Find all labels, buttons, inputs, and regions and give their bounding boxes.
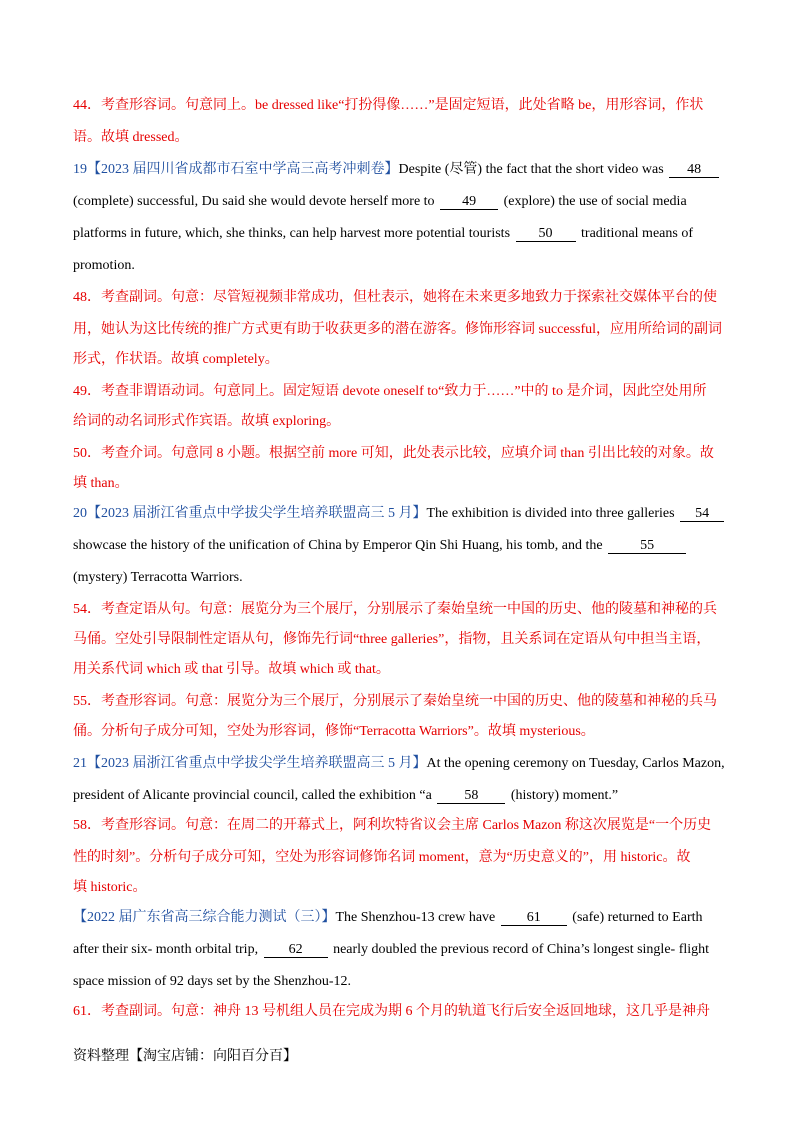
blank-48: 48 [669,162,719,178]
question-19-text: (explore) the use of social media [503,194,687,209]
answer-54-line-3: 用关系代词 which 或 that 引导。故填 which 或 that。 [73,662,390,677]
blank-62: 62 [264,942,328,958]
question-22-line-3: space mission of 92 days set by the Shenzhou-12. [73,974,352,989]
answer-54-line-2: 马俑。空处引导限制性定语从句，修饰先行词“three galleries”，指物，且关系词在定语从句中担当主语， [73,632,711,647]
answer-44-line-1: 44．考查形容词。句意同上。be dressed like“打扮得像……”是固定短语，此处省略 be，用形容词，作状 [73,98,704,113]
question-21-line-1 [73,754,730,774]
blank-61: 61 [501,910,567,926]
question-19-number: 19 [73,162,87,177]
answer-48-line-1: 48．考查副词。句意：尽管短视频非常成功，但杜表示，她将在未来更多地致力于探索社交媒体平台的使 [73,290,717,305]
answer-50-line-2: 填 than。 [73,476,129,491]
answer-55-line-1: 55．考查形容词。句意：展览分为三个展厅，分别展示了秦始皇统一中国的历史、他的陵墓和神秘的兵马 [73,694,717,709]
blank-58: 58 [437,788,505,804]
blank-49: 49 [440,194,498,210]
question-19-line-1 [73,160,730,180]
question-19-text: Despite (尽管) the fact that the short video was [398,162,664,177]
question-22-text: (safe) returned to Earth [572,910,703,925]
answer-58-line-2: 性的时刻”。分析句子成分可知，空处为形容词修饰名词 moment，意为“历史意义的”，用 historic。故 [73,850,691,865]
question-20-line-1 [73,504,730,524]
question-19-source: 【2023 届四川省成都市石室中学高三高考冲刺卷】 [87,162,399,177]
question-19-line-4: promotion. [73,258,135,273]
question-22-text: nearly doubled the previous record of China’s longest single- flight [333,942,710,957]
answer-44-line-2: 语。故填 dressed。 [73,130,189,145]
question-20-source: 【2023 届浙江省重点中学拔尖学生培养联盟高三 5 月】 [87,506,427,521]
answer-54-line-1: 54．考查定语从句。句意：展览分为三个展厅，分别展示了秦始皇统一中国的历史、他的陵墓和神秘的兵 [73,602,717,617]
blank-54: 54 [680,506,724,522]
question-21-line-2 [73,786,730,806]
answer-58-line-1: 58．考查形容词。句意：在周二的开幕式上，阿利坎特省议会主席 Carlos Mazon 称这次展览是“一个历史 [73,818,712,833]
answer-50-line-1: 50．考查介词。句意同 8 小题。根据空前 more 可知，此处表示比较，应填介词 than 引出比较的对象。故 [73,446,714,461]
blank-50: 50 [516,226,576,242]
question-19-line-3 [73,224,730,244]
question-20-text: The exhibition is divided into three galleries [426,506,675,521]
question-22-text: The Shenzhou-13 crew have [335,910,496,925]
question-21-text: president of Alicante provincial council, called the exhibition “a [73,788,432,803]
question-21-source: 【2023 届浙江省重点中学拔尖学生培养联盟高三 5 月】 [87,756,427,771]
question-22-line-2 [73,940,730,960]
question-20-line-2 [73,536,730,556]
page-footer: 资料整理【淘宝店铺：向阳百分百】 [73,1049,297,1064]
question-22-source: 【2022 届广东省高三综合能力测试（三）】 [73,910,336,925]
answer-58-line-3: 填 historic。 [73,880,147,895]
question-21-text: (history) moment.” [510,788,619,803]
answer-49-line-1: 49．考查非谓语动词。句意同上。固定短语 devote oneself to“致力于……”中的 to 是介词，因此空处用所 [73,384,707,399]
blank-55: 55 [608,538,686,554]
question-20-text: showcase the history of the unification of China by Emperor Qin Shi Huang, his tomb, and the [73,538,603,553]
answer-61-line-1: 61．考查副词。句意：神舟 13 号机组人员在完成为期 6 个月的轨道飞行后安全返回地球，这几乎是神舟 [73,1004,710,1019]
question-19-text: traditional means of [581,226,693,241]
question-19-text: (complete) successful, Du said she would devote herself more to [73,194,435,209]
question-21-number: 21 [73,756,87,771]
question-22-text: after their six- month orbital trip, [73,942,259,957]
answer-48-line-2: 用，她认为这比传统的推广方式更有助于收获更多的潜在游客。修饰形容词 successful，应用所给词的副词 [73,322,723,337]
answer-48-line-3: 形式，作状语。故填 completely。 [73,352,279,367]
question-20-number: 20 [73,506,87,521]
question-21-text: At the opening ceremony on Tuesday, Carlos Mazon, [426,756,725,771]
answer-55-line-2: 俑。分析句子成分可知，空处为形容词，修饰“Terracotta Warriors”。故填 mysterious。 [73,724,595,739]
question-20-line-3: (mystery) Terracotta Warriors. [73,570,243,585]
question-19-line-2 [73,192,730,212]
question-22-line-1 [73,908,730,928]
answer-49-line-2: 给词的动名词形式作宾语。故填 exploring。 [73,414,341,429]
question-19-text: platforms in future, which, she thinks, can help harvest more potential tourists [73,226,511,241]
